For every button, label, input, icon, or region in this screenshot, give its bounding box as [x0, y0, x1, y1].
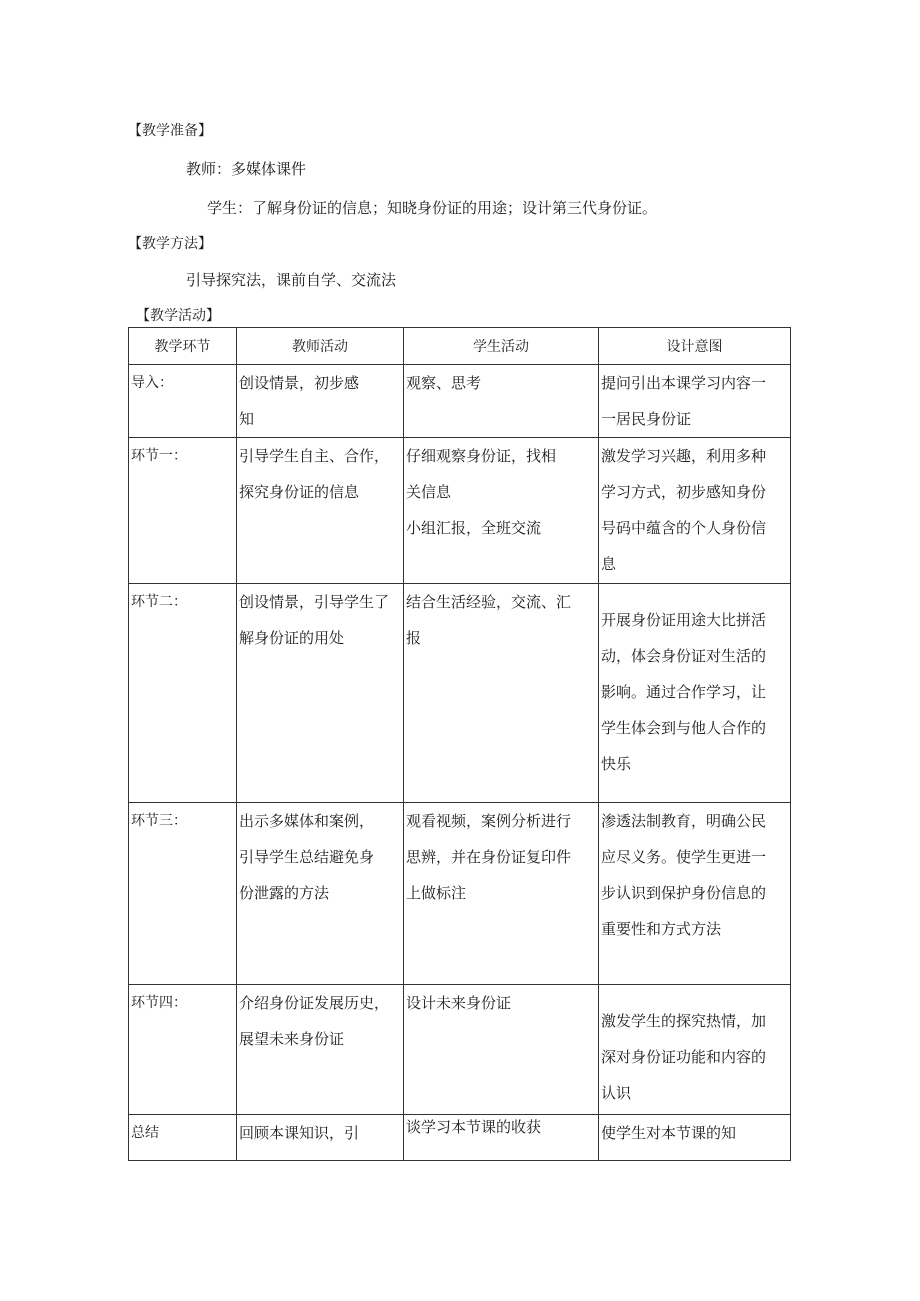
- stage-cell: 环节二：: [131, 594, 187, 610]
- design-intent-cell: 激发学生的探究热情，加 深对身份证功能和内容的 认识: [601, 1012, 767, 1102]
- design-intent-cell: 激发学习兴趣，利用多种 学习方式，初步感知身份 号码中蕴含的个人身份信 息: [601, 447, 767, 573]
- table-row: [129, 1115, 791, 1161]
- column-header-stage: 教学环节: [129, 328, 237, 365]
- teacher-activity-cell: 出示多媒体和案例， 引导学生总结避免身 份泄露的方法: [239, 812, 375, 902]
- stage-cell: 导入：: [131, 375, 173, 391]
- section-heading-method: 【教学方法】: [128, 236, 212, 252]
- teacher-activity-cell: 引导学生自主、合作， 探究身份证的信息: [239, 447, 390, 501]
- stage-cell: 环节四：: [131, 995, 187, 1011]
- student-activity-cell: 设计未来身份证: [406, 994, 512, 1012]
- table-row: [129, 438, 791, 584]
- student-activity-cell: 结合生活经验，交流、汇 报: [406, 593, 572, 647]
- stage-cell: 总结: [131, 1125, 159, 1141]
- design-intent-cell: 开展身份证用途大比拼活 动，体会身份证对生活的 影响。通过合作学习，让 学生体会到与他人合作的 快乐: [601, 611, 767, 773]
- preparation-teacher: 教师：多媒体课件: [186, 160, 307, 178]
- lesson-activity-table: [128, 327, 791, 1161]
- method-text: 引导探究法，课前自学、交流法: [186, 271, 397, 289]
- table-header-row: [129, 328, 791, 365]
- student-activity-cell: 观看视频，案例分析进行 思辨，并在身份证复印件 上做标注: [406, 812, 572, 902]
- table-row: [129, 584, 791, 803]
- student-activity-cell: 谈学习本节课的收获: [406, 1118, 542, 1136]
- stage-cell: 环节三：: [131, 813, 187, 829]
- column-header-student: 学生活动: [404, 328, 599, 365]
- teacher-activity-cell: 创设情景，引导学生了 解身份证的用处: [239, 593, 390, 647]
- teacher-activity-cell: 介绍身份证发展历史， 展望未来身份证: [239, 994, 390, 1048]
- table-row: [129, 803, 791, 985]
- table-row: [129, 365, 791, 438]
- table-row: [129, 985, 791, 1115]
- stage-cell: 环节一：: [131, 448, 187, 464]
- column-header-teacher: 教师活动: [237, 328, 404, 365]
- section-heading-preparation: 【教学准备】: [128, 123, 212, 139]
- student-activity-cell: 观察、思考: [406, 374, 482, 392]
- design-intent-cell: 渗透法制教育，明确公民 应尽义务。使学生更进一 步认识到保护身份信息的 重要性和方式方法: [601, 812, 767, 938]
- preparation-student: 学生：了解身份证的信息；知晓身份证的用途；设计第三代身份证。: [207, 199, 658, 217]
- column-header-intent: 设计意图: [599, 328, 791, 365]
- design-intent-cell: 使学生对本节课的知: [601, 1124, 737, 1142]
- design-intent-cell: 提问引出本课学习内容一 一居民身份证: [601, 374, 767, 428]
- section-heading-activities: 【教学活动】: [136, 308, 220, 324]
- teacher-activity-cell: 创设情景，初步感 知: [239, 374, 360, 428]
- teacher-activity-cell: 回顾本课知识，引: [239, 1124, 360, 1142]
- student-activity-cell: 仔细观察身份证，找相 关信息 小组汇报，全班交流: [406, 447, 557, 537]
